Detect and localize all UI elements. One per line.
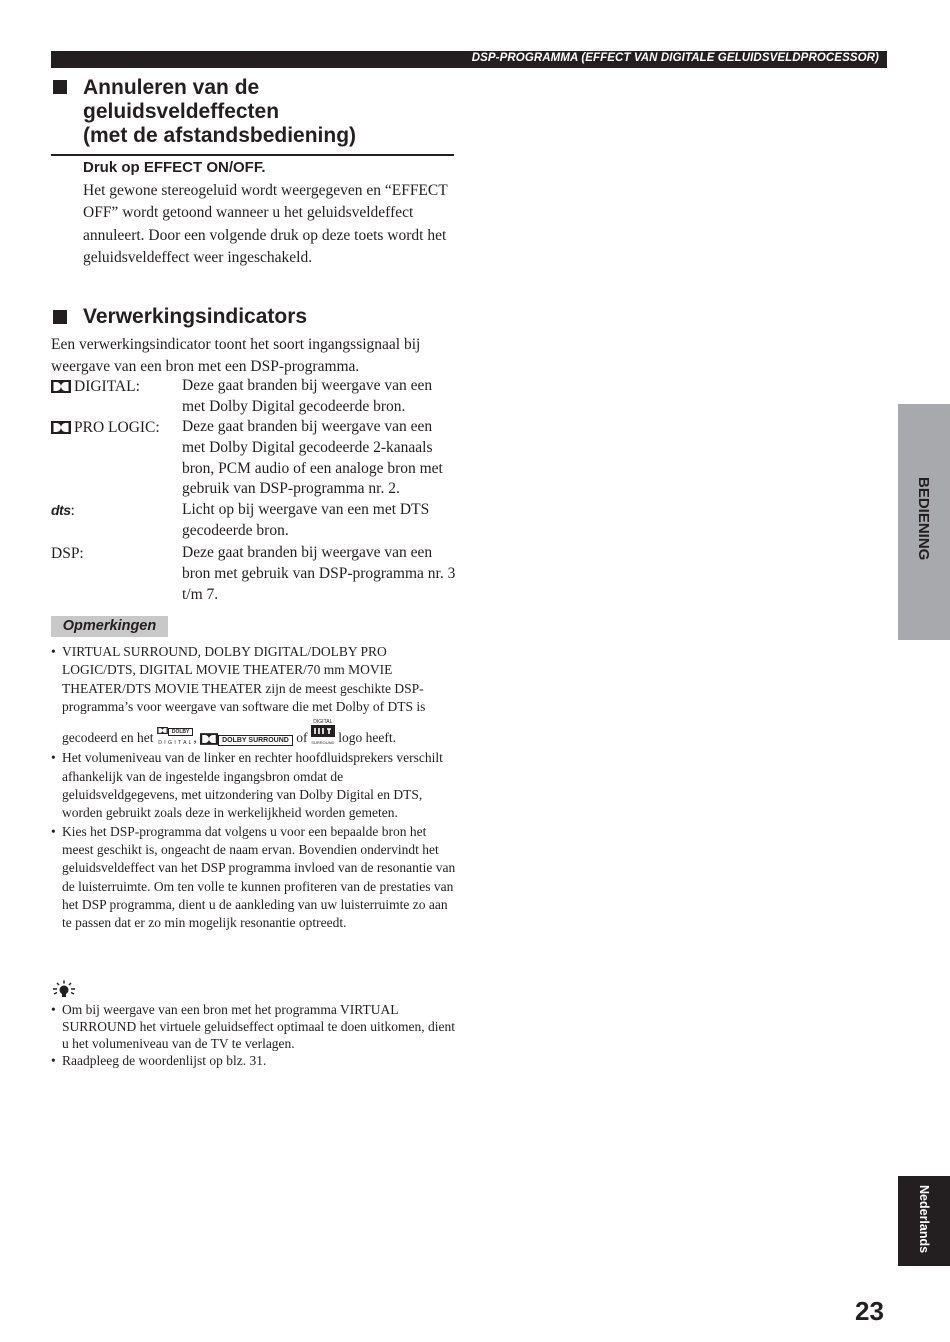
dolby-double-d-icon [200, 733, 218, 745]
dts-digital-surround-logo-icon [311, 716, 335, 746]
indicator-label-dsp: DSP: [51, 545, 84, 562]
language-tab [898, 1176, 950, 1266]
dolby-double-d-icon [51, 421, 71, 434]
indicator-label-text: DIGITAL: [74, 378, 140, 395]
indicator-label-digital [51, 376, 140, 397]
logo-caption: DOLBY SURROUND [218, 735, 293, 746]
dolby-double-d-icon [157, 727, 168, 734]
logo-caption: D I G I T A L [158, 740, 192, 747]
indicator-label-text: PRO LOGIC: [74, 419, 160, 436]
logo-caption: DIGITAL [313, 719, 333, 726]
dts-logo-icon [311, 725, 335, 737]
step-instruction: Druk op EFFECT ON/OFF. [83, 159, 266, 176]
indicator-description: Deze gaat branden bij weergave van een bron met gebruik van DSP-programma nr. 3 t/m 7. [182, 544, 456, 603]
section-title-indicators: Verwerkingsindicators [83, 305, 308, 328]
list-item: • Raadpleeg de woordenlijst op blz. 31. [51, 1052, 456, 1069]
list-item: • Het volumeniveau van de linker en rechter hoofdluidsprekers verschilt afhankelijk van de ingestelde ingangsbron omdat de geluidsveldgegevens, met uitzondering van Dolby Digital en DTS, worden gebruikt zoals deze in werkelijkheid worden gemeten. [51, 749, 456, 822]
indicator-label-suffix: : [70, 502, 75, 519]
logo-caption: DOLBY [168, 728, 194, 736]
notes-list [51, 643, 456, 932]
step-description: Het gewone stereogeluid wordt weergegeven en “EFFECT OFF” wordt getoond wanneer u het geluidsveldeffect annuleert. Door een volgende druk op deze toets wordt het geluidsveldeffect weer ingeschakeld. [83, 182, 448, 266]
chapter-tab [898, 404, 950, 640]
note-text: VIRTUAL SURROUND, DOLBY DIGITAL/DOLBY PRO LOGIC/DTS, DIGITAL MOVIE THEATER/70 mm MOVIE THEATER/DTS MOVIE THEATER zijn de meest geschikte DSP-programma’s voor weergave van software die met Dolby of DTS is gecodeerd en het [62, 644, 426, 746]
lightbulb-icon [51, 980, 77, 1000]
note-separator: , [193, 730, 197, 746]
page-number: 23 [855, 1296, 884, 1326]
running-header-bar [51, 51, 887, 68]
list-item [51, 643, 456, 749]
running-header-title: DSP-PROGRAMMA (EFFECT VAN DIGITALE GELUIDSVELDPROCESSOR) [471, 52, 879, 64]
dolby-double-d-icon [51, 380, 71, 393]
indicators-intro: Een verwerkingsindicator toont het soort ingangssignaal bij weergave van een bron met een DSP-programma. [51, 336, 421, 375]
dolby-surround-logo-icon [200, 731, 293, 749]
indicator-label-dts [51, 500, 75, 521]
note-text: logo heeft. [338, 730, 396, 746]
indicator-label-pro-logic [51, 417, 160, 438]
dts-logo-icon: dts [51, 502, 71, 518]
indicator-description: Deze gaat branden bij weergave van een met Dolby Digital gecodeerde bron. [182, 377, 433, 415]
section-title-line: Annuleren van de [83, 76, 260, 99]
dolby-digital-logo-icon [157, 726, 197, 747]
note-text: of [296, 730, 308, 746]
indicator-description: Licht op bij weergave van een met DTS gecodeerde bron. [182, 501, 430, 539]
section-title-line: (met de afstandsbediening) [83, 124, 357, 147]
list-item: • Kies het DSP-programma dat volgens u voor een bepaalde bron het meest geschikt is, ongeacht de naam ervan. Bovendien ondervindt het geluidsveldeffect van het DSP programma invloed van de resonantie van de luisterruimte. Om ten volle te kunnen profiteren van de prestaties van het DSP programma, dient u de aankleding van uw luisterruimte zo aan te passen dat er zo min mogelijk resonantie optreedt. [51, 823, 456, 933]
section-bullet-square-icon [53, 80, 67, 94]
chapter-tab-label: BEDIENING [915, 477, 932, 561]
indicator-description: Deze gaat branden bij weergave van een met Dolby Digital gecodeerde 2-kanaals bron, PCM audio of een analoge bron met gebruik van DSP-programma nr. 2. [182, 418, 443, 498]
tips-list [51, 1001, 456, 1069]
list-item: • Om bij weergave van een bron met het programma VIRTUAL SURROUND het virtuele geluidseffect optimaal te doen uitkomen, dient u het volumeniveau van de TV te verlagen. [51, 1001, 456, 1052]
language-tab-label: Nederlands [917, 1185, 931, 1254]
notes-heading: Opmerkingen [51, 616, 168, 637]
section-bullet-square-icon [53, 310, 67, 324]
section-title-line: geluidsveldeffecten [83, 100, 280, 123]
section-divider [51, 154, 454, 156]
logo-caption: SURROUND [311, 740, 335, 746]
section-title-cancel-effects [83, 76, 463, 148]
